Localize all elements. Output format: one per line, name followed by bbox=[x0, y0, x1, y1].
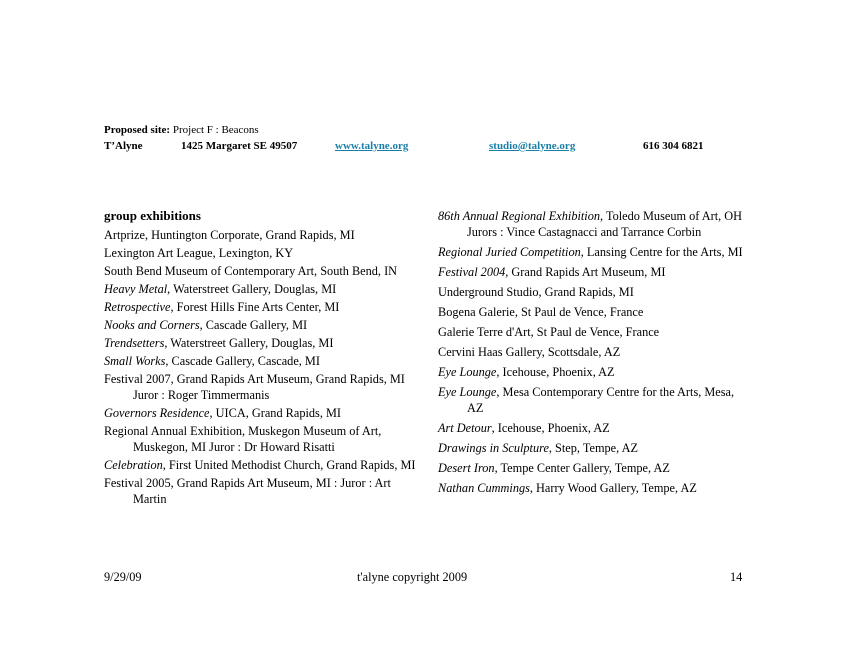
exhibition-entry bbox=[438, 420, 748, 436]
contact-line bbox=[104, 139, 764, 153]
exhibition-details: Underground Studio, Grand Rapids, MI bbox=[438, 285, 634, 299]
footer-date: 9/29/09 bbox=[104, 570, 142, 584]
exhibition-details: , Icehouse, Phoenix, AZ bbox=[491, 421, 610, 435]
exhibition-entry bbox=[438, 324, 748, 340]
exhibition-details: , Cascade Gallery, Cascade, MI bbox=[165, 354, 320, 368]
exhibition-details: South Bend Museum of Contemporary Art, South Bend, IN bbox=[104, 264, 398, 278]
exhibition-details: , Forest Hills Fine Arts Center, MI bbox=[170, 300, 340, 314]
exhibition-title: Nathan Cummings bbox=[438, 481, 530, 495]
exhibition-details: Festival 2005, Grand Rapids Art Museum, MI : Juror : Art Martin bbox=[104, 476, 391, 506]
exhibition-details: , Toledo Museum of Art, OH Jurors : Vince Castagnacci and Tarrance Corbin bbox=[467, 209, 743, 239]
exhibition-entry bbox=[104, 475, 424, 507]
proposed-site-line bbox=[104, 123, 764, 137]
exhibition-details: Regional Annual Exhibition, Muskegon Museum of Art, Muskegon, MI Juror : Dr Howard Risatti bbox=[104, 424, 382, 454]
exhibition-title: Small Works bbox=[104, 354, 166, 368]
page-footer bbox=[104, 570, 744, 586]
exhibition-entry bbox=[438, 208, 748, 240]
exhibition-title: Trendsetters bbox=[104, 336, 165, 350]
exhibition-title: 86th Annual Regional Exhibition bbox=[438, 209, 601, 223]
exhibition-title: Celebration bbox=[104, 458, 163, 472]
exhibition-entry bbox=[104, 335, 424, 351]
exhibition-entry bbox=[438, 460, 748, 476]
exhibition-details: Bogena Galerie, St Paul de Vence, France bbox=[438, 305, 644, 319]
exhibition-entry bbox=[438, 284, 748, 300]
exhibition-entry bbox=[104, 457, 424, 473]
exhibition-entry bbox=[438, 244, 748, 260]
artist-address: 1425 Margaret SE 49507 bbox=[181, 140, 298, 152]
exhibition-entry bbox=[438, 264, 748, 280]
exhibition-details: Artprize, Huntington Corporate, Grand Rapids, MI bbox=[104, 228, 355, 242]
exhibition-details: , Waterstreet Gallery, Douglas, MI bbox=[164, 336, 334, 350]
exhibition-entry bbox=[104, 245, 424, 261]
exhibition-title: Desert Iron bbox=[438, 461, 495, 475]
exhibition-details: , Icehouse, Phoenix, AZ bbox=[496, 365, 615, 379]
phone-number: 616 304 6821 bbox=[643, 140, 704, 152]
exhibition-entry bbox=[438, 440, 748, 456]
left-exhibition-list bbox=[104, 227, 424, 507]
exhibition-entry bbox=[438, 344, 748, 360]
exhibition-details: Cervini Haas Gallery, Scottsdale, AZ bbox=[438, 345, 621, 359]
footer-copyright: t'alyne copyright 2009 bbox=[357, 570, 468, 584]
exhibition-details: , UICA, Grand Rapids, MI bbox=[209, 406, 342, 420]
proposed-site-value: Project F : Beacons bbox=[172, 124, 259, 136]
exhibition-title: Nooks and Corners bbox=[104, 318, 200, 332]
exhibition-title: Heavy Metal bbox=[104, 282, 168, 296]
exhibition-entry bbox=[438, 364, 748, 380]
exhibition-entry bbox=[104, 353, 424, 369]
exhibition-details: , Waterstreet Gallery, Douglas, MI bbox=[167, 282, 337, 296]
letterhead bbox=[104, 123, 764, 153]
exhibition-title: Governors Residence bbox=[104, 406, 210, 420]
exhibition-entry bbox=[104, 423, 424, 455]
exhibition-entry bbox=[438, 304, 748, 320]
section-title: group exhibitions bbox=[104, 208, 201, 223]
website-link[interactable]: www.talyne.org bbox=[335, 140, 409, 152]
exhibition-details: , Tempe Center Gallery, Tempe, AZ bbox=[494, 461, 670, 475]
exhibition-entry bbox=[104, 281, 424, 297]
exhibition-details: , Harry Wood Gallery, Tempe, AZ bbox=[529, 481, 697, 495]
exhibition-entry bbox=[104, 263, 424, 279]
exhibition-entry bbox=[104, 299, 424, 315]
artist-name: T’Alyne bbox=[104, 140, 143, 152]
exhibition-details: Festival 2007, Grand Rapids Art Museum, Grand Rapids, MI Juror : Roger Timmermanis bbox=[104, 372, 405, 402]
exhibition-title: Retrospective bbox=[104, 300, 171, 314]
exhibition-details: , First United Methodist Church, Grand Rapids, MI bbox=[162, 458, 416, 472]
left-column bbox=[104, 208, 424, 509]
exhibition-entry bbox=[104, 227, 424, 243]
exhibition-details: , Step, Tempe, AZ bbox=[548, 441, 638, 455]
page-number: 14 bbox=[730, 570, 743, 584]
exhibition-entry bbox=[104, 371, 424, 403]
exhibition-entry bbox=[438, 384, 748, 416]
email-link[interactable]: studio@talyne.org bbox=[489, 140, 576, 152]
exhibition-details: , Cascade Gallery, MI bbox=[199, 318, 308, 332]
exhibition-title: Eye Lounge bbox=[438, 385, 497, 399]
proposed-site-label: Proposed site: bbox=[104, 124, 171, 136]
exhibition-title: Art Detour bbox=[438, 421, 492, 435]
exhibition-details: , Mesa Contemporary Centre for the Arts, Mesa, AZ bbox=[467, 385, 735, 415]
exhibition-details: , Grand Rapids Art Museum, MI bbox=[505, 265, 666, 279]
exhibition-title: Drawings in Sculpture bbox=[438, 441, 549, 455]
exhibition-details: Galerie Terre d'Art, St Paul de Vence, France bbox=[438, 325, 660, 339]
exhibition-entry bbox=[104, 405, 424, 421]
exhibition-title: Regional Juried Competition bbox=[438, 245, 581, 259]
exhibition-details: , Lansing Centre for the Arts, MI bbox=[580, 245, 743, 259]
exhibition-details: Lexington Art League, Lexington, KY bbox=[104, 246, 294, 260]
exhibition-entry bbox=[104, 317, 424, 333]
right-column bbox=[438, 208, 748, 500]
exhibition-title: Festival 2004 bbox=[438, 265, 506, 279]
right-exhibition-list bbox=[438, 208, 748, 496]
exhibition-entry bbox=[438, 480, 748, 496]
exhibition-title: Eye Lounge bbox=[438, 365, 497, 379]
